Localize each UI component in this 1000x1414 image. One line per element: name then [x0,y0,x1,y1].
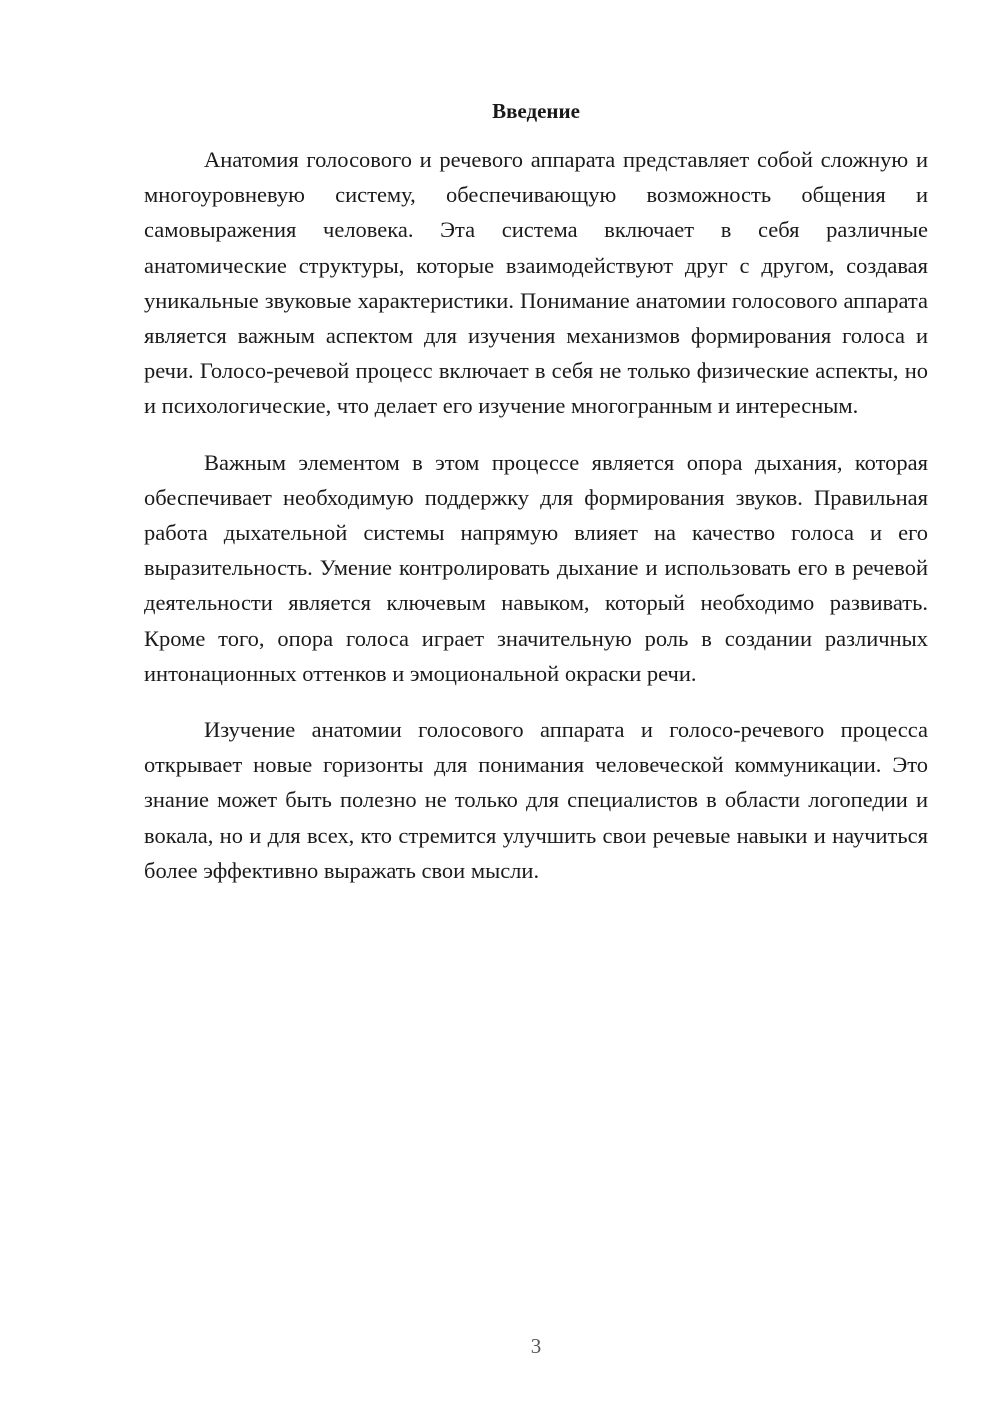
paragraph-2: Важным элементом в этом процессе является опора дыхания, которая обеспечивает необходимую поддержку для формирования звуков. Правильная работа дыхательной системы напрямую влияет на качество голоса и его выразительность. Умение контролировать дыхание и использовать его в речевой деятельности является ключевым навыком, который необходимо развивать. Кроме того, опора голоса играет значительную роль в создании различных интонационных оттенков и эмоциональной окраски речи. [144,449,928,686]
page-number: 3 [530,1334,542,1358]
page-title: Введение [492,99,580,123]
document-body [144,142,928,888]
paragraph-3: Изучение анатомии голосового аппарата и голосо-речевого процесса открывает новые горизонты для понимания человеческой коммуникации. Это знание может быть полезно не только для специалистов в области логопедии и вокала, но и для всех, кто стремится улучшить свои речевые навыки и научиться более эффективно выражать свои мысли. [144,717,928,883]
paragraph-1: Анатомия голосового и речевого аппарата представляет собой сложную и многоуровневую систему, обеспечивающую возможность общения и самовыражения человека. Эта система включает в себя различные анатомические структуры, которые взаимодействуют друг с другом, создавая уникальные звуковые характеристики. Понимание анатомии голосового аппарата является важным аспектом для изучения механизмов формирования голоса и речи. Голосо-речевой процесс включает в себя не только физические аспекты, но и психологические, что делает его изучение многогранным и интересным. [144,147,928,419]
